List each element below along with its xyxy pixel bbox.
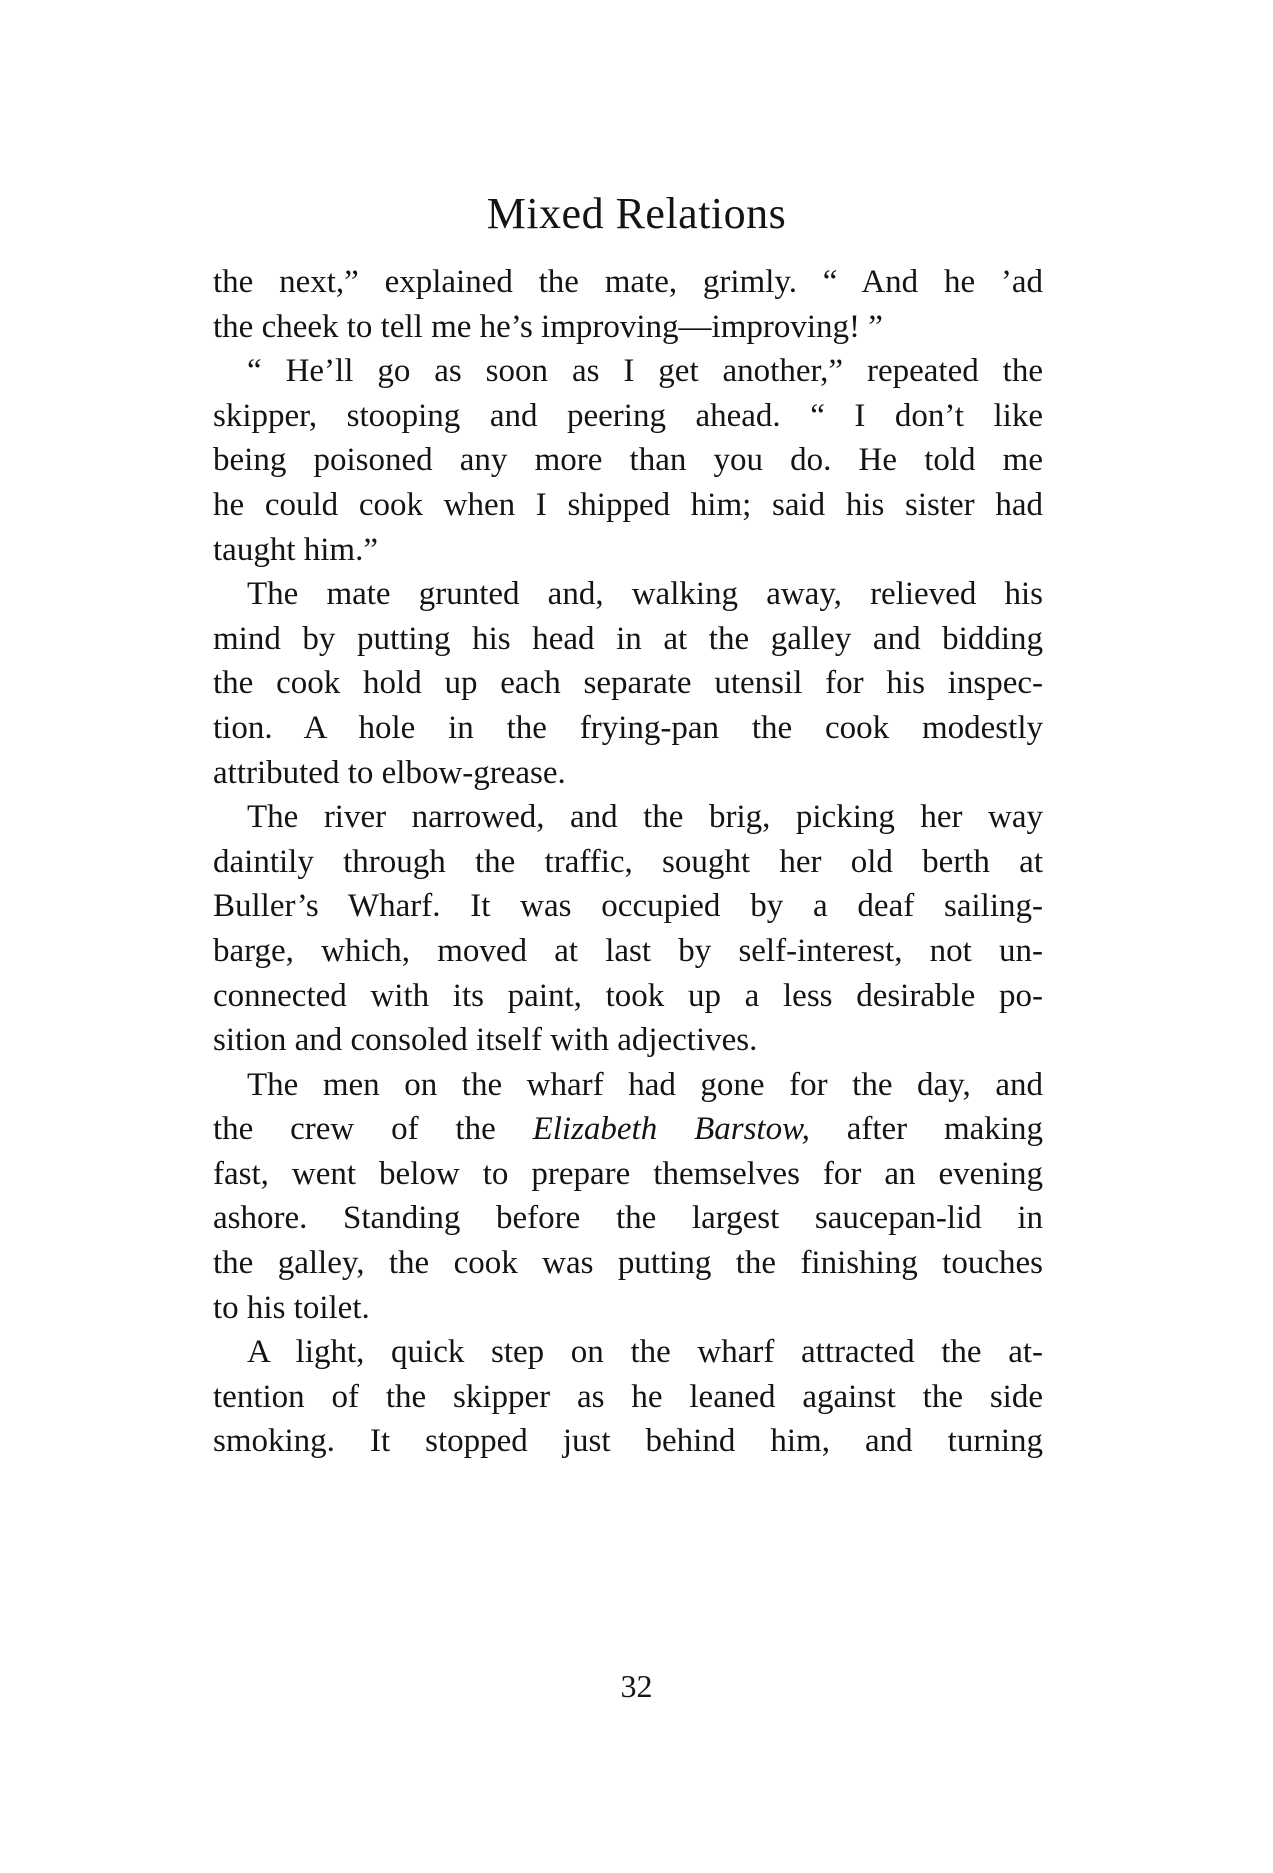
text-line: A light, quick step on the wharf attracted the at- bbox=[247, 1334, 1043, 1371]
text-line: taught him.” bbox=[213, 531, 378, 568]
text-line: the next,” explained the mate, grimly. “ And he ’ad bbox=[213, 264, 1043, 300]
text-line: skipper, stooping and peering ahead. “ I don’t like bbox=[213, 397, 1043, 434]
text-line: connected with its paint, took up a less desirable po- bbox=[213, 977, 1043, 1014]
text-line: tention of the skipper as he leaned against the side bbox=[213, 1378, 1043, 1415]
paragraph-1 bbox=[213, 260, 1043, 349]
text-line: The men on the wharf had gone for the day, and bbox=[247, 1066, 1043, 1103]
text-line: “ He’ll go as soon as I get another,” repeated the bbox=[247, 353, 1043, 390]
text-line: The mate grunted and, walking away, relieved his bbox=[247, 576, 1043, 613]
text-line: tion. A hole in the frying-pan the cook modestly bbox=[213, 709, 1043, 746]
text-line: barge, which, moved at last by self-interest, not un- bbox=[213, 932, 1043, 969]
text-line: to his toilet. bbox=[213, 1289, 370, 1326]
running-title: Mixed Relations bbox=[486, 189, 787, 238]
text-segment: after making bbox=[809, 1111, 1043, 1148]
paragraph-3 bbox=[213, 572, 1043, 795]
text-line: the cook hold up each separate utensil for his inspec- bbox=[213, 665, 1043, 702]
text-line: mind by putting his head in at the galley and bidding bbox=[213, 620, 1043, 657]
text-line: Buller’s Wharf. It was occupied by a deaf sailing- bbox=[213, 888, 1043, 925]
text-line: fast, went below to prepare themselves for an evening bbox=[213, 1155, 1043, 1192]
text-line: The river narrowed, and the brig, picking her way bbox=[247, 799, 1043, 836]
text-line: he could cook when I shipped him; said his sister had bbox=[213, 486, 1043, 523]
paragraph-2 bbox=[213, 349, 1043, 572]
text-line bbox=[213, 1107, 1043, 1152]
text-line: smoking. It stopped just behind him, and turning bbox=[213, 1423, 1043, 1460]
ship-name: Elizabeth Barstow, bbox=[532, 1111, 810, 1148]
text-line: the galley, the cook was putting the finishing touches bbox=[213, 1245, 1043, 1282]
page-number: 32 bbox=[620, 1668, 653, 1704]
text-line: being poisoned any more than you do. He told me bbox=[213, 442, 1043, 479]
paragraph-6 bbox=[213, 1330, 1043, 1464]
text-line: attributed to elbow-grease. bbox=[213, 754, 566, 791]
text-line: the cheek to tell me he’s improving—improving! ” bbox=[213, 308, 883, 345]
text-segment: the crew of the bbox=[213, 1111, 533, 1148]
text-line: ashore. Standing before the largest saucepan-lid in bbox=[213, 1200, 1043, 1237]
text-line: sition and consoled itself with adjectives. bbox=[213, 1022, 758, 1059]
paragraph-5 bbox=[213, 1063, 1043, 1331]
body-text bbox=[213, 260, 1043, 1464]
text-line: daintily through the traffic, sought her old berth at bbox=[213, 843, 1043, 880]
paragraph-4 bbox=[213, 795, 1043, 1063]
